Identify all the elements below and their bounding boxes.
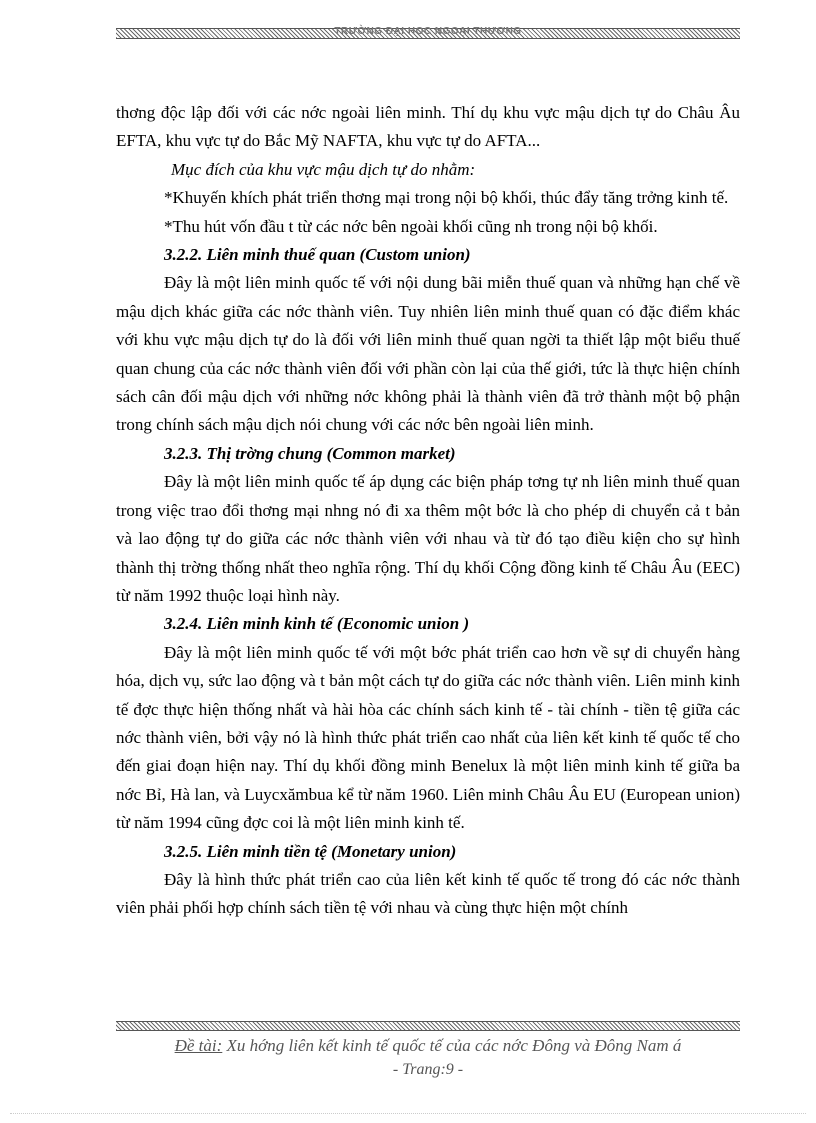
heading-custom-union: 3.2.2. Liên minh thuế quan (Custom union) bbox=[164, 245, 471, 265]
header-school-name: TRƯỜNG ĐẠI HỌC NGOẠI THƯƠNG bbox=[334, 26, 522, 37]
footer-topic bbox=[116, 1036, 740, 1056]
paragraph-custom-union: Đây là một liên minh quốc tế với nội dung bãi miễn thuế quan và những hạn chế về mậu dịch khác giữa các nớc thành viên. Tuy nhiên liên minh thuế quan có đặc điểm khác với khu vực mậu dịch tự do là đối với liên minh thuế quan ngời ta thiết lập một biểu thuế quan chung của các nớc thành viên đối với phần còn lại của thế giới, tức là thực hiện chính sách cân đối mậu dịch với những nớc không phải là thành viên đã trở thành một bộ phận trong chính sách mậu dịch nói chung với các nớc bên ngoài liên minh. bbox=[116, 273, 740, 435]
footer-topic-title: Xu hớng liên kết kinh tế quốc tế của các nớc Đông và Đông Nam á bbox=[222, 1036, 682, 1055]
footer-rule bbox=[116, 1021, 740, 1031]
heading-economic-union: 3.2.4. Liên minh kinh tế (Economic union ) bbox=[164, 614, 470, 634]
paragraph-continuation: thơng độc lập đối với các nớc ngoài liên minh. Thí dụ khu vực mậu dịch tự do Châu Âu EFTA, khu vực tự do Bắc Mỹ NAFTA, khu vực tự do AFTA... bbox=[116, 103, 740, 151]
bullet-encourage-trade: *Khuyến khích phát triển thơng mại trong nội bộ khối, thúc đẩy tăng trởng kinh tế. bbox=[164, 188, 729, 208]
subheading-purpose: Mục đích của khu vực mậu dịch tự do nhằm: bbox=[171, 159, 476, 179]
bullet-attract-investment: *Thu hút vốn đầu t từ các nớc bên ngoài khối cũng nh trong nội bộ khối. bbox=[164, 216, 658, 236]
document-body bbox=[116, 99, 740, 923]
paragraph-common-market: Đây là một liên minh quốc tế áp dụng các biện pháp tơng tự nh liên minh thuế quan trong việc trao đổi thơng mại nhng nó đi xa thêm một bớc là cho phép di chuyển cả t bản và lao động tự do giữa các nớc thành viên với nhau và từ đó tạo điều kiện cho sự hình thành thị trờng thống nhất theo nghĩa rộng. Thí dụ khối Cộng đồng kinh tế Châu Âu (EEC) từ năm 1992 thuộc loại hình này. bbox=[116, 472, 740, 605]
paragraph-monetary-union: Đây là hình thức phát triển cao của liên kết kinh tế quốc tế trong đó các nớc thành viên phải phối hợp chính sách tiền tệ với nhau và cùng thực hiện một chính bbox=[116, 869, 740, 918]
page-edge-divider bbox=[10, 1113, 806, 1114]
footer-topic-label: Đề tài: bbox=[174, 1036, 223, 1055]
page-number: - Trang:9 - bbox=[392, 1061, 464, 1078]
heading-common-market: 3.2.3. Thị trờng chung (Common market) bbox=[164, 443, 456, 463]
paragraph-economic-union: Đây là một liên minh quốc tế với một bớc phát triển cao hơn về sự di chuyển hàng hóa, dịch vụ, sức lao động và t bản một cách tự do giữa các nớc thành viên. Liên minh kinh tế đợc thực hiện thống nhất và hài hòa các chính sách kinh tế - tài chính - tiền tệ giữa các nớc thành viên, bởi vậy nó là hình thức phát triển cao nhất của liên kết kinh tế quốc tế cho đến giai đoạn hiện nay. Thí dụ khối đồng minh Benelux là một liên minh kinh tế giữa ba nớc Bỉ, Hà lan, và Luycxămbua kể từ năm 1960. Liên minh Châu Âu EU (European union) từ năm 1994 cũng đợc coi là một liên minh kinh tế. bbox=[116, 642, 740, 833]
heading-monetary-union: 3.2.5. Liên minh tiền tệ (Monetary union) bbox=[164, 841, 457, 861]
